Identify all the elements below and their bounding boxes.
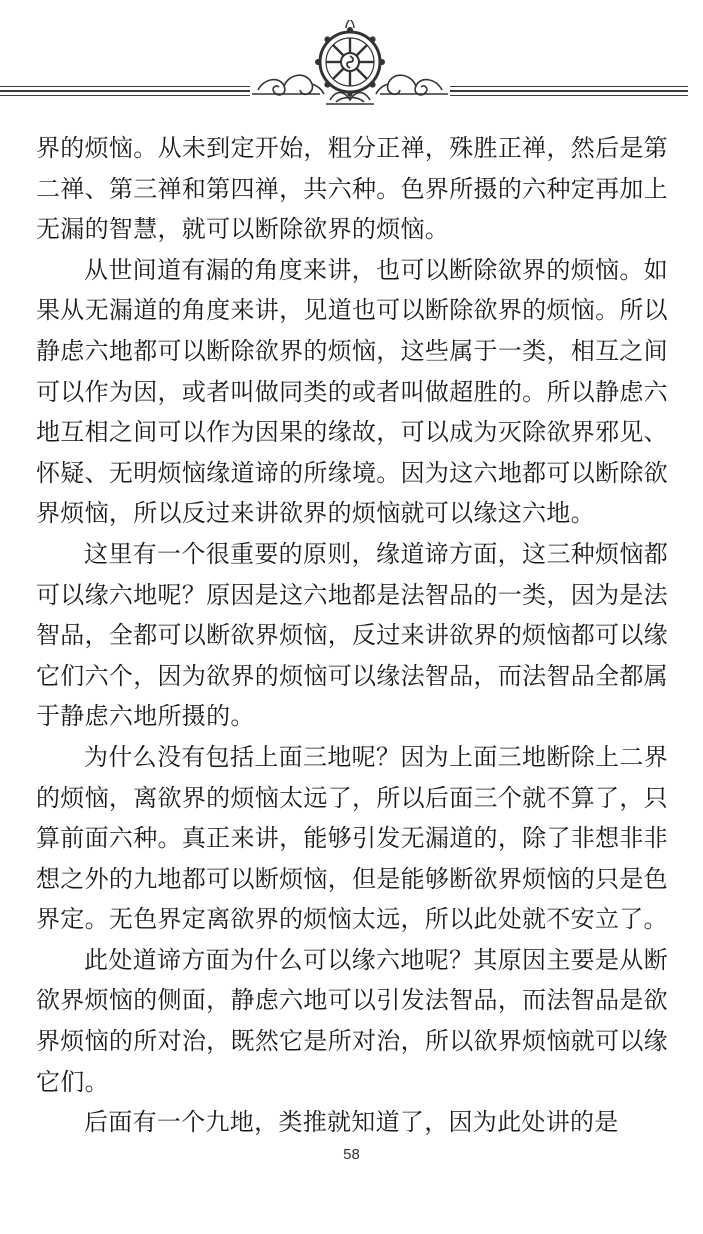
paragraph: 这里有一个很重要的原则，缘道谛方面，这三种烦恼都可以缘六地呢？原因是这六地都是法智品的一类，因为是法智品，全都可以断欲界烦恼，反过来讲欲界的烦恼都可以缘它们六个，因为欲界的烦恼可以缘法智品，而法智品全都属于静虑六地所摄的。 [36,539,668,731]
paragraph: 此处道谛方面为什么可以缘六地呢？其原因主要是从断欲界烦恼的侧面，静虑六地可以引发法智品，而法智品是欲界烦恼的所对治，既然它是所对治，所以欲界烦恼就可以缘它们。 [36,945,668,1096]
paragraph: 后面有一个九地，类推就知道了，因为此处讲的是 [84,1108,619,1137]
cloud-scroll-icon [252,75,324,95]
page-number: 58 [343,1146,360,1163]
paragraph: 为什么没有包括上面三地呢？因为上面三地断除上二界的烦恼，离欲界的烦恼太远了，所以后面三个就不算了，只算前面六种。真正来讲，能够引发无漏道的，除了非想非非想之外的九地都可以断烦恼，但是能够断欲界烦恼的只是色界定。无色界定离欲界的烦恼太远，所以此处就不安立了。 [36,742,668,934]
paragraph: 界的烦恼。从未到定开始，粗分正禅，殊胜正禅，然后是第二禅、第三禅和第四禅，共六种。色界所摄的六种定再加上无漏的智慧，就可以断除欲界的烦恼。 [36,134,668,244]
paragraph: 从世间道有漏的角度来讲，也可以断除欲界的烦恼。如果从无漏道的角度来讲，见道也可以断除欲界的烦恼。所以静虑六地都可以断除欲界的烦恼，这些属于一类，相互之间可以作为因，或者叫做同类的或者叫做超胜的。所以静虑六地互相之间可以作为因果的缘故，可以成为灭除欲界邪见、怀疑、无明烦恼缘道谛的所缘境。因为这六地都可以断除欲界烦恼，所以反过来讲欲界的烦恼就可以缘这六地。 [36,255,668,528]
page-body [36,128,668,1143]
cloud-scroll-icon [376,75,448,95]
dharma-wheel-icon [250,20,450,108]
